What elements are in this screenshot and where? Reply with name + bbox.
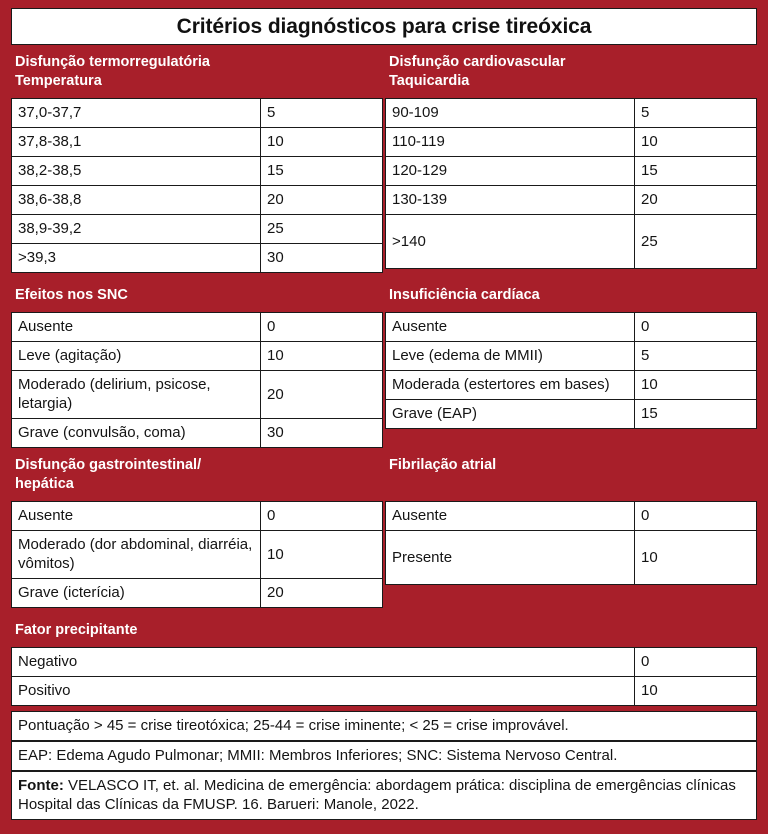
column-gastrointestinal bbox=[11, 448, 384, 608]
table-row bbox=[386, 215, 757, 269]
cell-label: Moderado (delirium, psicose, letargia) bbox=[12, 371, 261, 419]
column-cns bbox=[11, 278, 384, 448]
cell-points: 15 bbox=[635, 400, 757, 429]
section-header-cns: Efeitos nos SNC bbox=[15, 287, 128, 303]
cell-label: Grave (EAP) bbox=[386, 400, 635, 429]
cell-points: 30 bbox=[261, 244, 383, 273]
table-row bbox=[12, 579, 383, 608]
table-row bbox=[12, 157, 383, 186]
section-header-thermoregulatory-line2: Temperatura bbox=[15, 73, 102, 89]
table-row bbox=[12, 313, 383, 342]
cell-label: Ausente bbox=[12, 502, 261, 531]
cell-points: 15 bbox=[635, 157, 757, 186]
cell-points: 25 bbox=[635, 215, 757, 269]
cell-points: 20 bbox=[635, 186, 757, 215]
section-header-gastrointestinal-line2: hepática bbox=[15, 476, 74, 492]
cell-label: 37,0-37,7 bbox=[12, 99, 261, 128]
cell-label: 110-119 bbox=[386, 128, 635, 157]
cell-label: Grave (icterícia) bbox=[12, 579, 261, 608]
section-band-vitals bbox=[11, 45, 757, 273]
table-row bbox=[386, 400, 757, 429]
cell-points: 5 bbox=[635, 99, 757, 128]
table-source bbox=[11, 771, 757, 820]
cell-points: 0 bbox=[261, 313, 383, 342]
table-row bbox=[12, 531, 383, 579]
cell-points: 20 bbox=[261, 186, 383, 215]
card-title-bar bbox=[11, 8, 757, 45]
table-cns bbox=[11, 312, 383, 448]
cell-label: Grave (convulsão, coma) bbox=[12, 419, 261, 448]
cell-points: 0 bbox=[635, 648, 757, 677]
table-row bbox=[12, 648, 757, 677]
cell-label: 90-109 bbox=[386, 99, 635, 128]
table-row bbox=[386, 342, 757, 371]
column-atrial-fibrillation bbox=[384, 448, 757, 608]
cell-label: Moderado (dor abdominal, diarréia, vômitos) bbox=[12, 531, 261, 579]
table-row bbox=[386, 99, 757, 128]
cell-label: >140 bbox=[386, 215, 635, 269]
cell-points: 10 bbox=[635, 531, 757, 585]
table-row bbox=[12, 371, 383, 419]
note-row-abbreviations bbox=[12, 742, 757, 771]
section-header-thermoregulatory bbox=[11, 45, 383, 98]
cell-points: 20 bbox=[261, 579, 383, 608]
page-title: Critérios diagnósticos para crise tireóxica bbox=[176, 14, 592, 38]
cell-label: 130-139 bbox=[386, 186, 635, 215]
table-row bbox=[386, 128, 757, 157]
cell-label: Ausente bbox=[386, 313, 635, 342]
table-atrial-fibrillation bbox=[385, 501, 757, 585]
note-scoring: Pontuação > 45 = crise tireotóxica; 25-44 = crise iminente; < 25 = crise improvável. bbox=[12, 712, 757, 741]
column-thermoregulatory bbox=[11, 45, 384, 273]
cell-label: Positivo bbox=[12, 677, 635, 706]
note-abbreviations: EAP: Edema Agudo Pulmonar; MMII: Membros Inferiores; SNC: Sistema Nervoso Central. bbox=[12, 742, 757, 771]
cell-label: Ausente bbox=[12, 313, 261, 342]
table-row bbox=[12, 677, 757, 706]
cell-points: 10 bbox=[635, 677, 757, 706]
cell-points: 15 bbox=[261, 157, 383, 186]
cell-label: >39,3 bbox=[12, 244, 261, 273]
source-text: VELASCO IT, et. al. Medicina de emergência: abordagem prática: disciplina de emergências clínicas Hospital das Clínicas da FMUSP. 16. Barueri: Manole, 2022. bbox=[18, 777, 736, 813]
table-row bbox=[12, 502, 383, 531]
note-row-source bbox=[12, 772, 757, 820]
section-header-heart-failure: Insuficiência cardíaca bbox=[389, 287, 540, 303]
section-header-gastrointestinal-line1: Disfunção gastrointestinal/ bbox=[15, 457, 202, 473]
cell-points: 10 bbox=[261, 531, 383, 579]
table-notes bbox=[11, 711, 757, 741]
table-row bbox=[12, 342, 383, 371]
cell-label: Ausente bbox=[386, 502, 635, 531]
table-row bbox=[12, 215, 383, 244]
cell-label: 120-129 bbox=[386, 157, 635, 186]
cell-points: 10 bbox=[261, 342, 383, 371]
table-thermoregulatory bbox=[11, 98, 383, 273]
source-label: Fonte: bbox=[18, 777, 64, 794]
cell-label: Leve (edema de MMII) bbox=[386, 342, 635, 371]
table-row bbox=[12, 419, 383, 448]
section-header-cardiovascular-line1: Disfunção cardiovascular bbox=[389, 54, 566, 70]
table-row bbox=[12, 186, 383, 215]
cell-points: 10 bbox=[635, 371, 757, 400]
section-band-cns-heart bbox=[11, 278, 757, 448]
cell-points: 0 bbox=[261, 502, 383, 531]
table-abbreviations bbox=[11, 741, 757, 771]
cell-points: 25 bbox=[261, 215, 383, 244]
column-cardiovascular bbox=[384, 45, 757, 273]
cell-label: 38,6-38,8 bbox=[12, 186, 261, 215]
cell-label: Moderada (estertores em bases) bbox=[386, 371, 635, 400]
section-header-atrial-fibrillation-line2 bbox=[389, 475, 753, 494]
cell-label: Negativo bbox=[12, 648, 635, 677]
section-header-cardiovascular bbox=[385, 45, 757, 98]
table-heart-failure bbox=[385, 312, 757, 429]
cell-label: 38,2-38,5 bbox=[12, 157, 261, 186]
section-band-gi-af bbox=[11, 448, 757, 608]
table-cardiovascular bbox=[385, 98, 757, 269]
table-row bbox=[386, 502, 757, 531]
cell-points: 5 bbox=[635, 342, 757, 371]
cell-points: 20 bbox=[261, 371, 383, 419]
section-header-precipitating-factor: Fator precipitante bbox=[15, 622, 138, 638]
cell-label: Presente bbox=[386, 531, 635, 585]
cell-label: 38,9-39,2 bbox=[12, 215, 261, 244]
cell-points: 10 bbox=[261, 128, 383, 157]
cell-points: 10 bbox=[635, 128, 757, 157]
column-heart-failure bbox=[384, 278, 757, 448]
table-row bbox=[386, 531, 757, 585]
table-precipitating-factor bbox=[11, 647, 757, 706]
table-row bbox=[12, 99, 383, 128]
cell-points: 0 bbox=[635, 502, 757, 531]
cell-label: Leve (agitação) bbox=[12, 342, 261, 371]
section-header-gastrointestinal bbox=[11, 448, 383, 501]
cell-points: 5 bbox=[261, 99, 383, 128]
table-row bbox=[12, 128, 383, 157]
table-row bbox=[386, 186, 757, 215]
note-row-scoring bbox=[12, 712, 757, 741]
cell-label: 37,8-38,1 bbox=[12, 128, 261, 157]
table-row bbox=[12, 244, 383, 273]
section-header-atrial-fibrillation bbox=[385, 448, 757, 501]
table-row bbox=[386, 371, 757, 400]
source-cell bbox=[12, 772, 757, 820]
section-header-cardiovascular-line2: Taquicardia bbox=[389, 73, 470, 89]
section-header-thermoregulatory-line1: Disfunção termorreguIatória bbox=[15, 54, 210, 70]
table-row bbox=[386, 313, 757, 342]
cell-points: 30 bbox=[261, 419, 383, 448]
table-gastrointestinal bbox=[11, 501, 383, 608]
section-header-atrial-fibrillation-line1: Fibrilação atrial bbox=[389, 457, 497, 473]
cell-points: 0 bbox=[635, 313, 757, 342]
table-row bbox=[386, 157, 757, 186]
